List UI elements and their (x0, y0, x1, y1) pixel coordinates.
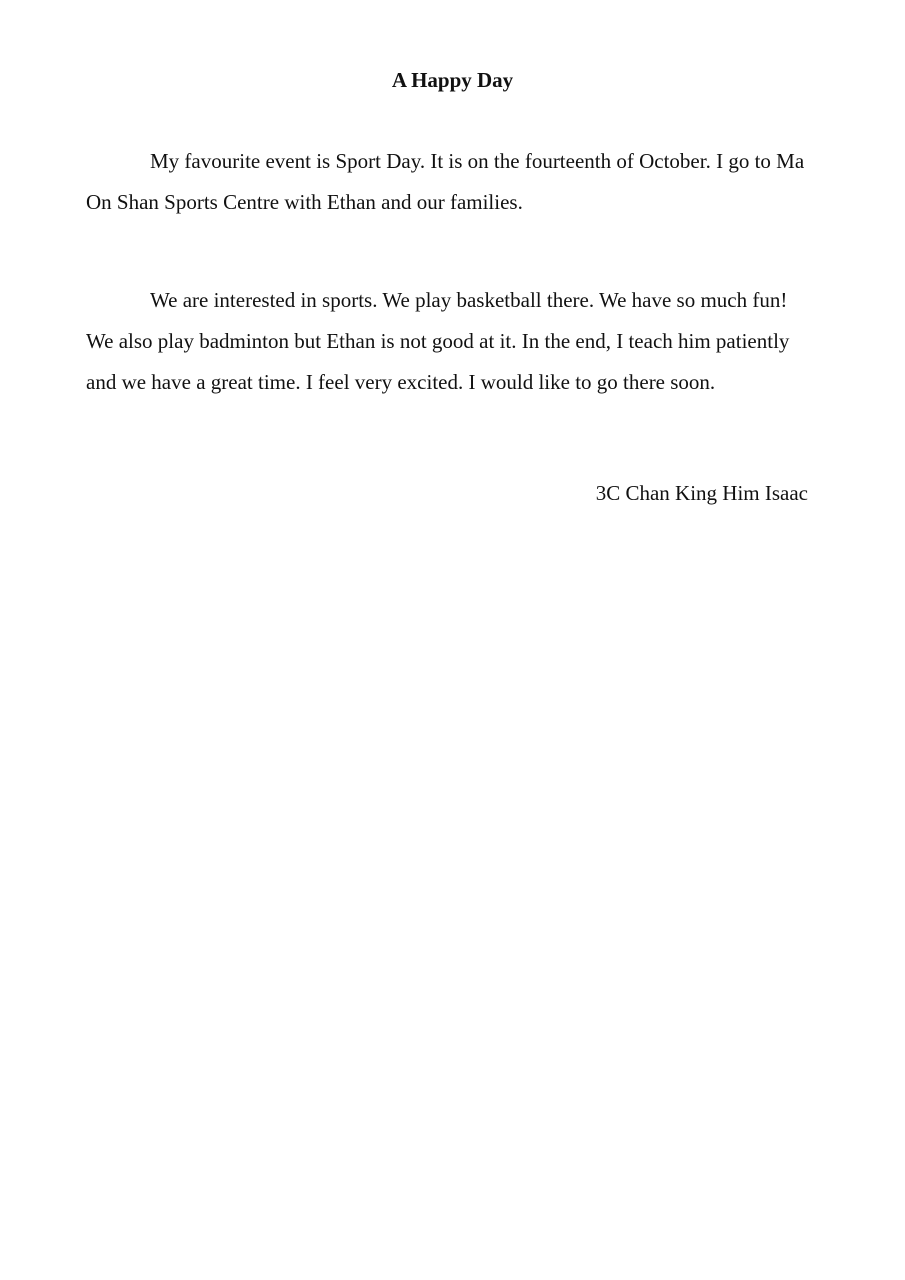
paragraph-1: My favourite event is Sport Day. It is on the fourteenth of October. I go to Ma On Shan Sports Centre with Ethan and our families. (86, 149, 805, 214)
paragraph-2: We are interested in sports. We play basketball there. We have so much fun! We also play badminton but Ethan is not good at it. In the end, I teach him patiently and we have a great time. I feel very excited. I would like to go there soon. (86, 288, 790, 394)
document-title: A Happy Day (391, 68, 514, 92)
author-signature: 3C Chan King Him Isaac (595, 481, 808, 505)
